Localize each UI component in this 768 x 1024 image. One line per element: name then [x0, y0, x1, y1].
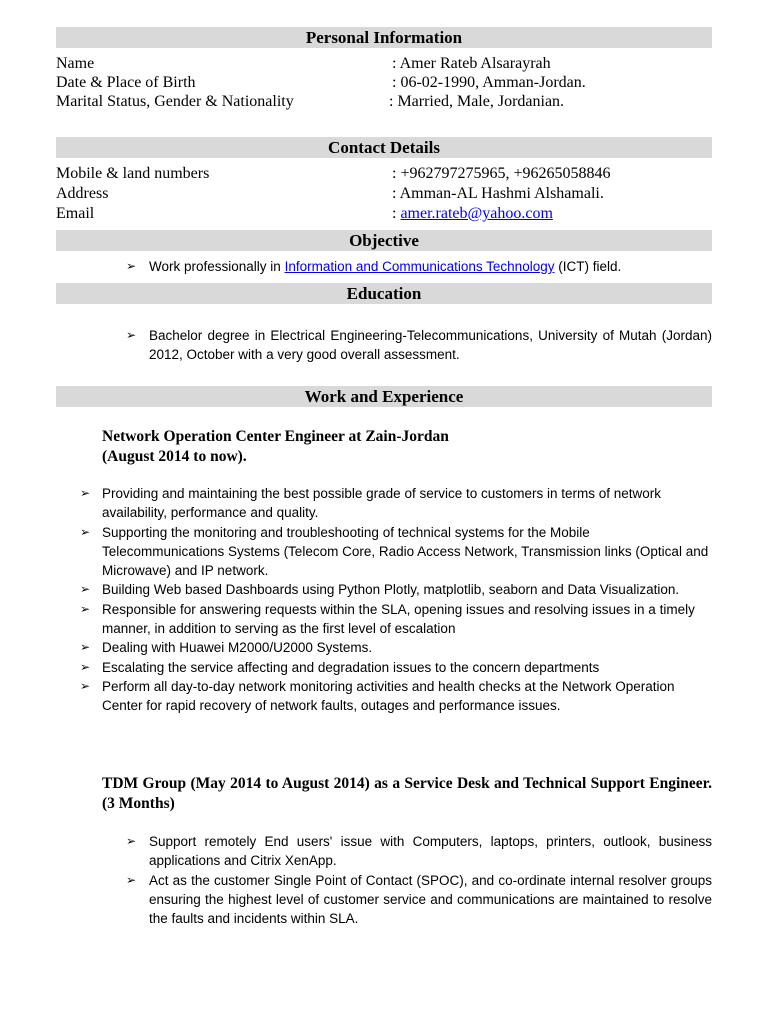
ict-link[interactable]: Information and Communications Technology: [284, 259, 555, 274]
contact-value: : +962797275965, +96265058846: [392, 165, 611, 182]
arrow-bullet-icon: ➢: [80, 524, 91, 539]
education-item: [126, 326, 712, 365]
list-item: [126, 832, 712, 871]
personal-value: : Married, Male, Jordanian.: [389, 93, 565, 110]
job-title-zain: [102, 427, 712, 467]
contact-value: : Amman-AL Hashmi Alshamali.: [392, 185, 604, 202]
contact-label: Address: [56, 185, 109, 202]
arrow-bullet-icon: ➢: [80, 640, 91, 655]
section-work-experience: Work and Experience: [56, 386, 712, 407]
list-item: [80, 580, 712, 599]
section-education: Education: [56, 283, 712, 304]
section-objective: Objective: [56, 230, 712, 251]
personal-row-status: [56, 92, 712, 112]
personal-row-name: [56, 54, 712, 74]
objective-pre: Work professionally in: [149, 259, 285, 274]
contact-row-mobile: [56, 164, 712, 184]
objective-item: [126, 257, 712, 276]
list-item: [80, 600, 712, 639]
list-item: [126, 871, 712, 929]
list-item: [80, 484, 712, 523]
list-item: [80, 638, 712, 657]
zain-bullet-list: [80, 484, 712, 716]
list-item-text: Perform all day-to-day network monitoring activities and health checks at the Network Operation Center for rapid recovery of network faults, outages and performance issues.: [102, 678, 675, 714]
section-personal-information: Personal Information: [56, 27, 712, 48]
list-item-text: Building Web based Dashboards using Python Plotly, matplotlib, seaborn and Data Visualization.: [102, 582, 680, 598]
arrow-bullet-icon: ➢: [126, 259, 137, 273]
email-prefix: :: [392, 205, 401, 222]
job-title-line: (August 2014 to now).: [102, 448, 247, 465]
objective-post: (ICT) field.: [554, 259, 622, 274]
arrow-bullet-icon: ➢: [126, 328, 137, 342]
list-item: [80, 677, 712, 716]
contact-row-address: [56, 184, 712, 204]
list-item-text: Supporting the monitoring and troubleshooting of technical systems for the Mobile Telecommunications Systems (Telecom Core, Radio Access Network, Transmission links (Optical and Microwave) and IP network.: [102, 524, 709, 579]
list-item: [80, 658, 712, 677]
email-link[interactable]: amer.rateb@yahoo.com: [400, 205, 553, 222]
section-contact-details: Contact Details: [56, 137, 712, 158]
list-item-text: Act as the customer Single Point of Contact (SPOC), and co-ordinate internal resolver groups ensuring the highest level of customer service and communications are maintained to resolve the faults and incidents within SLA.: [149, 872, 712, 927]
personal-value: : 06-02-1990, Amman-Jordan.: [392, 74, 586, 91]
list-item-text: Dealing with Huawei M2000/U2000 Systems.: [102, 640, 373, 656]
arrow-bullet-icon: ➢: [80, 486, 91, 500]
list-item-text: Support remotely End users' issue with Computers, laptops, printers, outlook, business applications and Citrix XenApp.: [149, 834, 712, 869]
list-item-text: Providing and maintaining the best possible grade of service to customers in terms of network availability, performance and quality.: [102, 486, 662, 521]
arrow-bullet-icon: ➢: [126, 834, 137, 848]
personal-label: Date & Place of Birth: [56, 74, 196, 91]
job-title-line: Network Operation Center Engineer at Zain-Jordan: [102, 428, 449, 445]
contact-value: [392, 204, 553, 224]
objective-text: [126, 257, 712, 276]
arrow-bullet-icon: ➢: [80, 601, 91, 616]
personal-label: Name: [56, 55, 95, 72]
education-text: Bachelor degree in Electrical Engineering-Telecommunications, University of Mutah (Jordan) 2012, October with a very good overall assessment.: [149, 328, 712, 363]
personal-label: Marital Status, Gender & Nationality: [56, 93, 294, 110]
contact-label: Mobile & land numbers: [56, 165, 210, 182]
contact-row-email: [56, 204, 712, 224]
personal-value: : Amer Rateb Alsarayrah: [392, 55, 551, 72]
arrow-bullet-icon: ➢: [80, 678, 91, 693]
job-title-tdm: TDM Group (May 2014 to August 2014) as a Service Desk and Technical Support Engineer. (3 Months): [102, 775, 712, 812]
list-item: [80, 523, 712, 581]
arrow-bullet-icon: ➢: [80, 659, 91, 674]
contact-label: Email: [56, 205, 95, 222]
arrow-bullet-icon: ➢: [126, 872, 137, 887]
personal-row-birth: [56, 73, 712, 93]
list-item-text: Escalating the service affecting and degradation issues to the concern departments: [102, 659, 600, 675]
tdm-bullet-list: [126, 832, 712, 928]
arrow-bullet-icon: ➢: [80, 582, 91, 597]
list-item-text: Responsible for answering requests within the SLA, opening issues and resolving issues in a timely manner, in addition to serving as the first level of escalation: [102, 601, 695, 637]
